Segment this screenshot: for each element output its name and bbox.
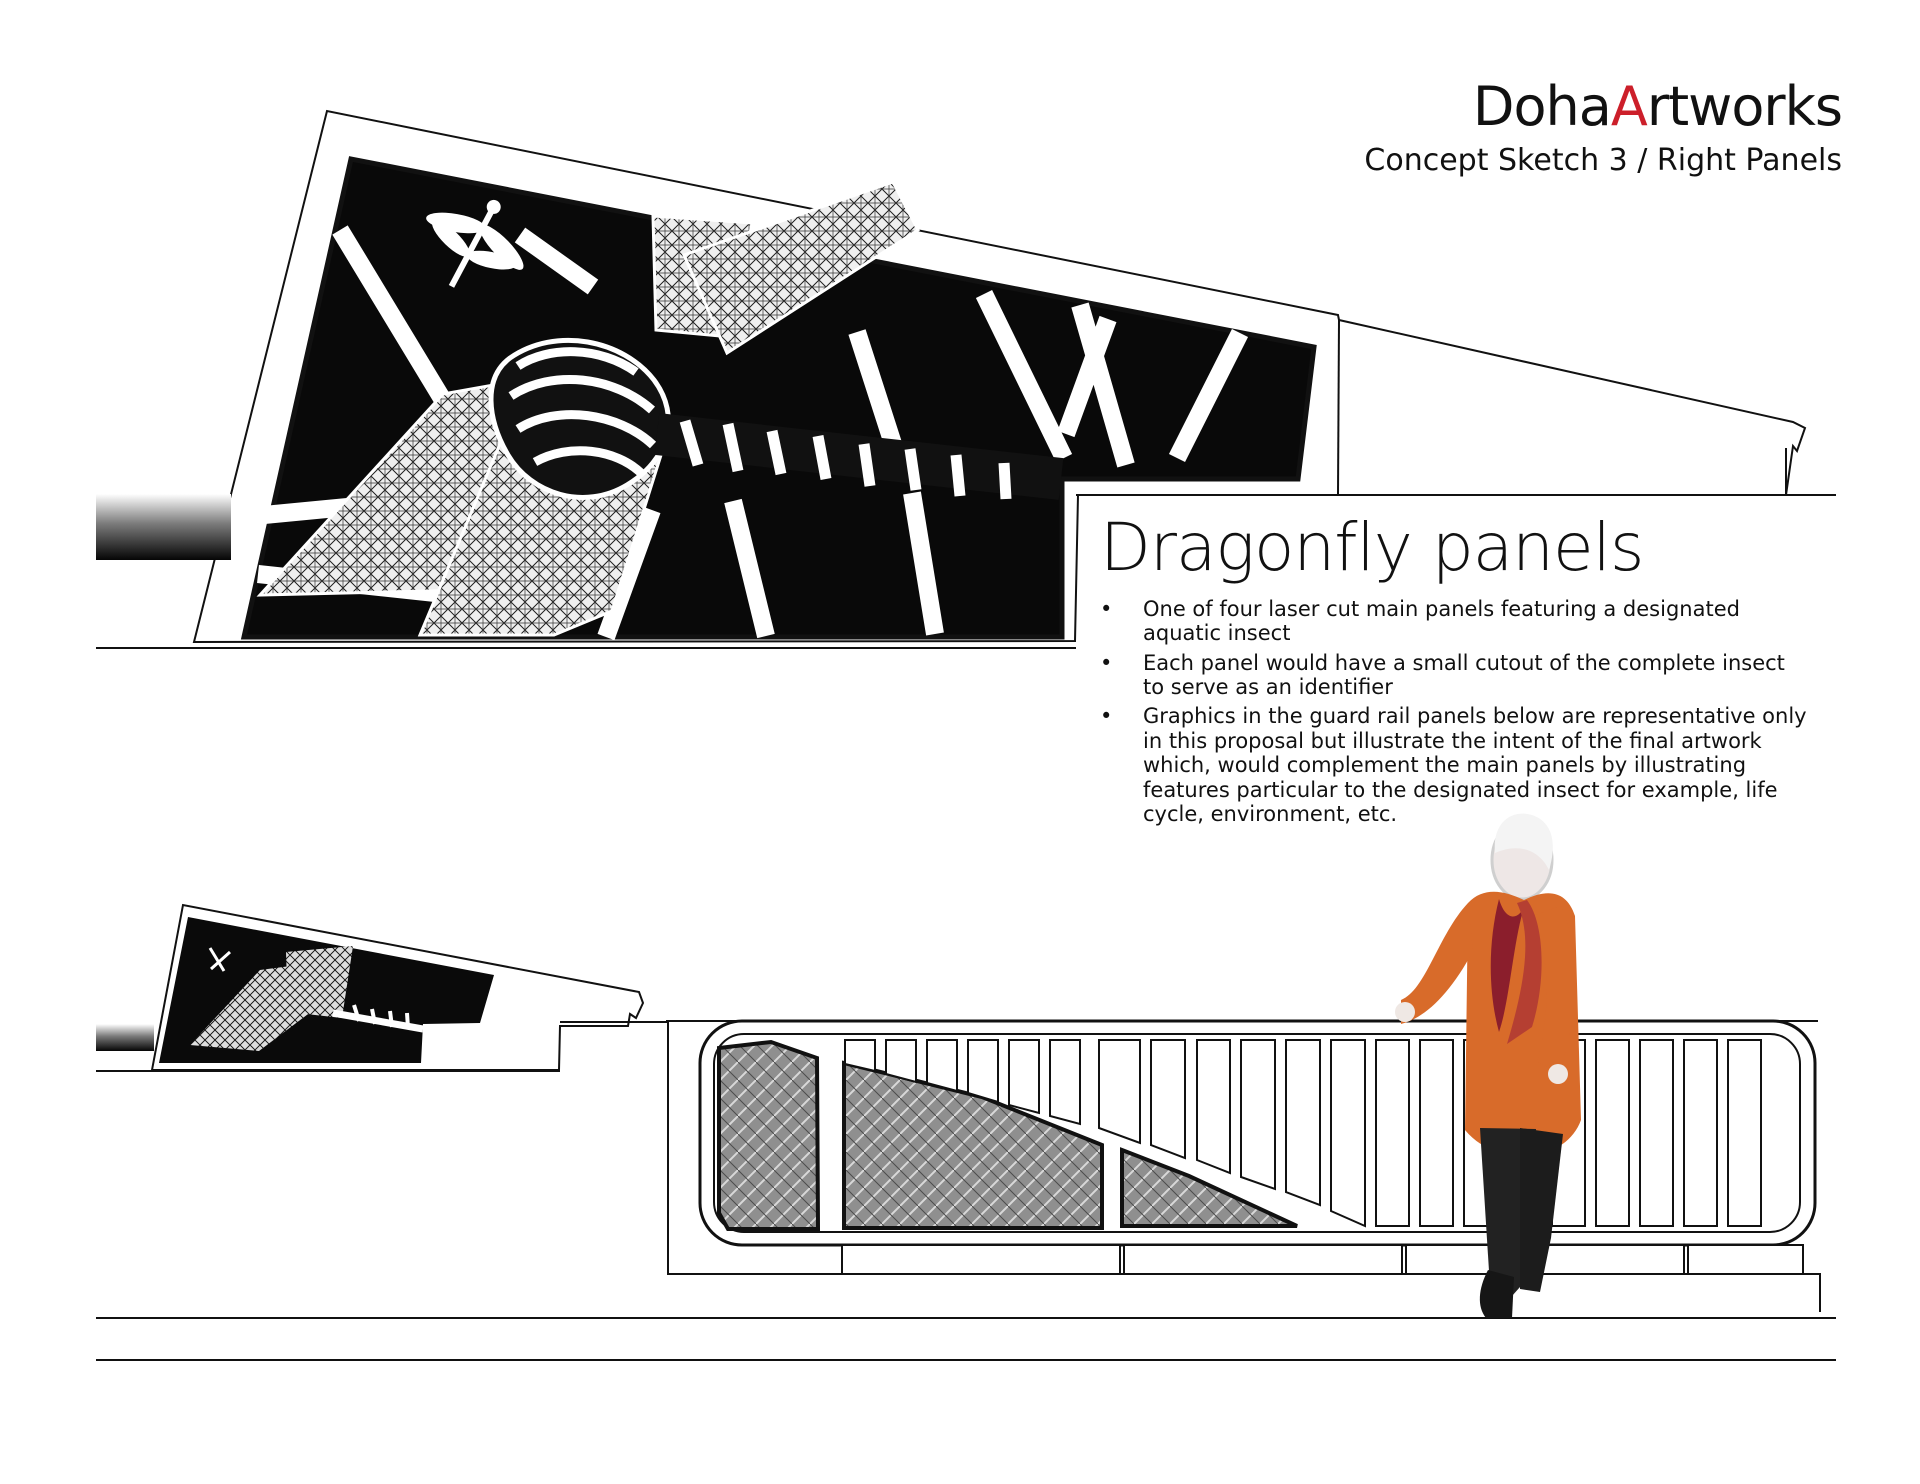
brand-prefix: Doha	[1472, 75, 1611, 138]
info-panel	[1100, 509, 1810, 831]
bullet-list	[1100, 597, 1810, 826]
pipe	[96, 494, 231, 560]
panel-title: Dragonfly panels	[1100, 509, 1644, 586]
bullet-item-2: • Each panel would have a small cutout of the complete insect to serve as an identifier	[1100, 651, 1810, 700]
bullet-item-3: • Graphics in the guard rail panels below are representative only in this proposal but illustrate the intent of the final artwork which, would complement the main panels by illustrating features particular to the designated insect for example, life cycle, environment, etc.	[1100, 704, 1810, 826]
page-subtitle: Concept Sketch 3 / Right Panels	[1364, 143, 1842, 178]
bullet-item-1: • One of four laser cut main panels featuring a designated aquatic insect	[1100, 597, 1810, 646]
brand-accent: A	[1610, 75, 1647, 138]
thumbnail-panel	[96, 905, 643, 1071]
brand-suffix: rtworks	[1646, 75, 1842, 138]
